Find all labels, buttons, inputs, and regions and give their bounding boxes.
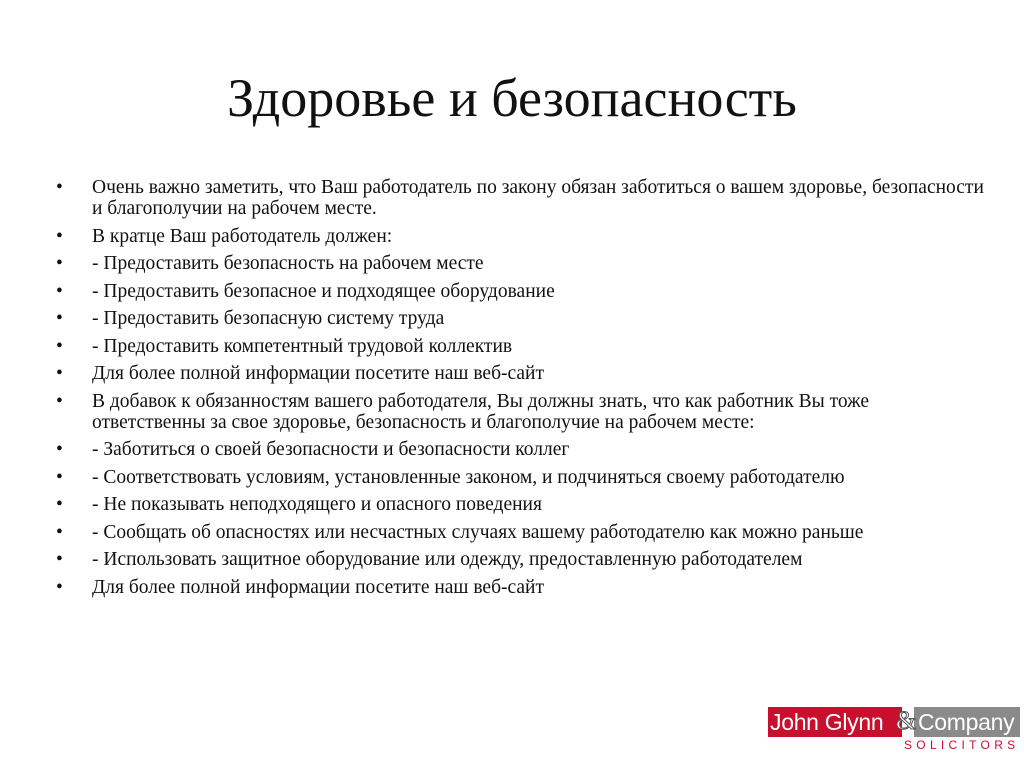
bullet-text: Очень важно заметить, что Ваш работодатель по закону обязан заботиться о вашем здоровье, безопасности и благополучии на рабочем месте. (92, 177, 984, 219)
slide-title: Здоровье и безопасность (227, 68, 797, 128)
bullet-text: - Сообщать об опасностях или несчастных случаях вашему работодателю как можно раньше (92, 521, 864, 543)
list-item (56, 494, 986, 515)
bullet-text: - Предоставить безопасную систему труда (92, 308, 445, 329)
bullet-icon: • (56, 390, 63, 412)
bullet-list (56, 177, 986, 604)
bullet-text: Для более полной информации посетите наш веб-сайт (92, 576, 544, 598)
bullet-text: Для более полной информации посетите наш веб-сайт (92, 363, 544, 384)
list-item (56, 281, 986, 302)
bullet-icon: • (56, 521, 63, 543)
bullet-icon: • (56, 439, 63, 460)
bullet-icon: • (56, 280, 63, 302)
list-item (56, 439, 986, 460)
list-item (56, 391, 986, 433)
bullet-text: - Предоставить безопасность на рабочем месте (92, 253, 484, 274)
logo-name-left: John Glynn (768, 707, 902, 737)
bullet-text: - Заботиться о своей безопасности и безопасности коллег (92, 439, 570, 460)
bullet-icon: • (56, 225, 63, 247)
logo-subtitle: SOLICITORS (904, 738, 1020, 752)
list-item (56, 363, 986, 384)
bullet-icon: • (56, 576, 63, 598)
list-item (56, 549, 986, 570)
bullet-icon: • (56, 335, 63, 357)
bullet-icon: • (56, 549, 63, 570)
list-item (56, 336, 986, 357)
list-item (56, 308, 986, 329)
list-item (56, 226, 986, 247)
bullet-icon: • (56, 466, 63, 488)
logo-name-right: Company (914, 707, 1020, 737)
logo-ampersand: & (896, 706, 917, 735)
bullet-icon: • (56, 253, 63, 274)
list-item (56, 522, 986, 543)
bullet-text: - Предоставить компетентный трудовой коллектив (92, 335, 513, 357)
list-item (56, 467, 986, 488)
bullet-text: - Предоставить безопасное и подходящее оборудование (92, 280, 555, 302)
bullet-icon: • (56, 494, 63, 515)
bullet-icon: • (56, 177, 63, 198)
bullet-text: - Не показывать неподходящего и опасного поведения (92, 494, 542, 515)
bullet-icon: • (56, 308, 63, 329)
list-item (56, 177, 986, 219)
bullet-text: В добавок к обязанностям вашего работодателя, Вы должны знать, что как работник Вы тоже ответственны за свое здоровье, безопасность и благополучие на рабочем месте: (92, 390, 870, 433)
bullet-icon: • (56, 363, 63, 384)
list-item (56, 253, 986, 274)
bullet-text: - Соответствовать условиям, установленные законом, и подчиняться своему работодателю (92, 466, 845, 488)
logo-wordmark (768, 707, 1020, 737)
bullet-text: В кратце Ваш работодатель должен: (92, 225, 393, 247)
bullet-text: - Использовать защитное оборудование или одежду, предоставленную работодателем (92, 549, 803, 570)
list-item (56, 577, 986, 598)
company-logo (768, 707, 1020, 753)
